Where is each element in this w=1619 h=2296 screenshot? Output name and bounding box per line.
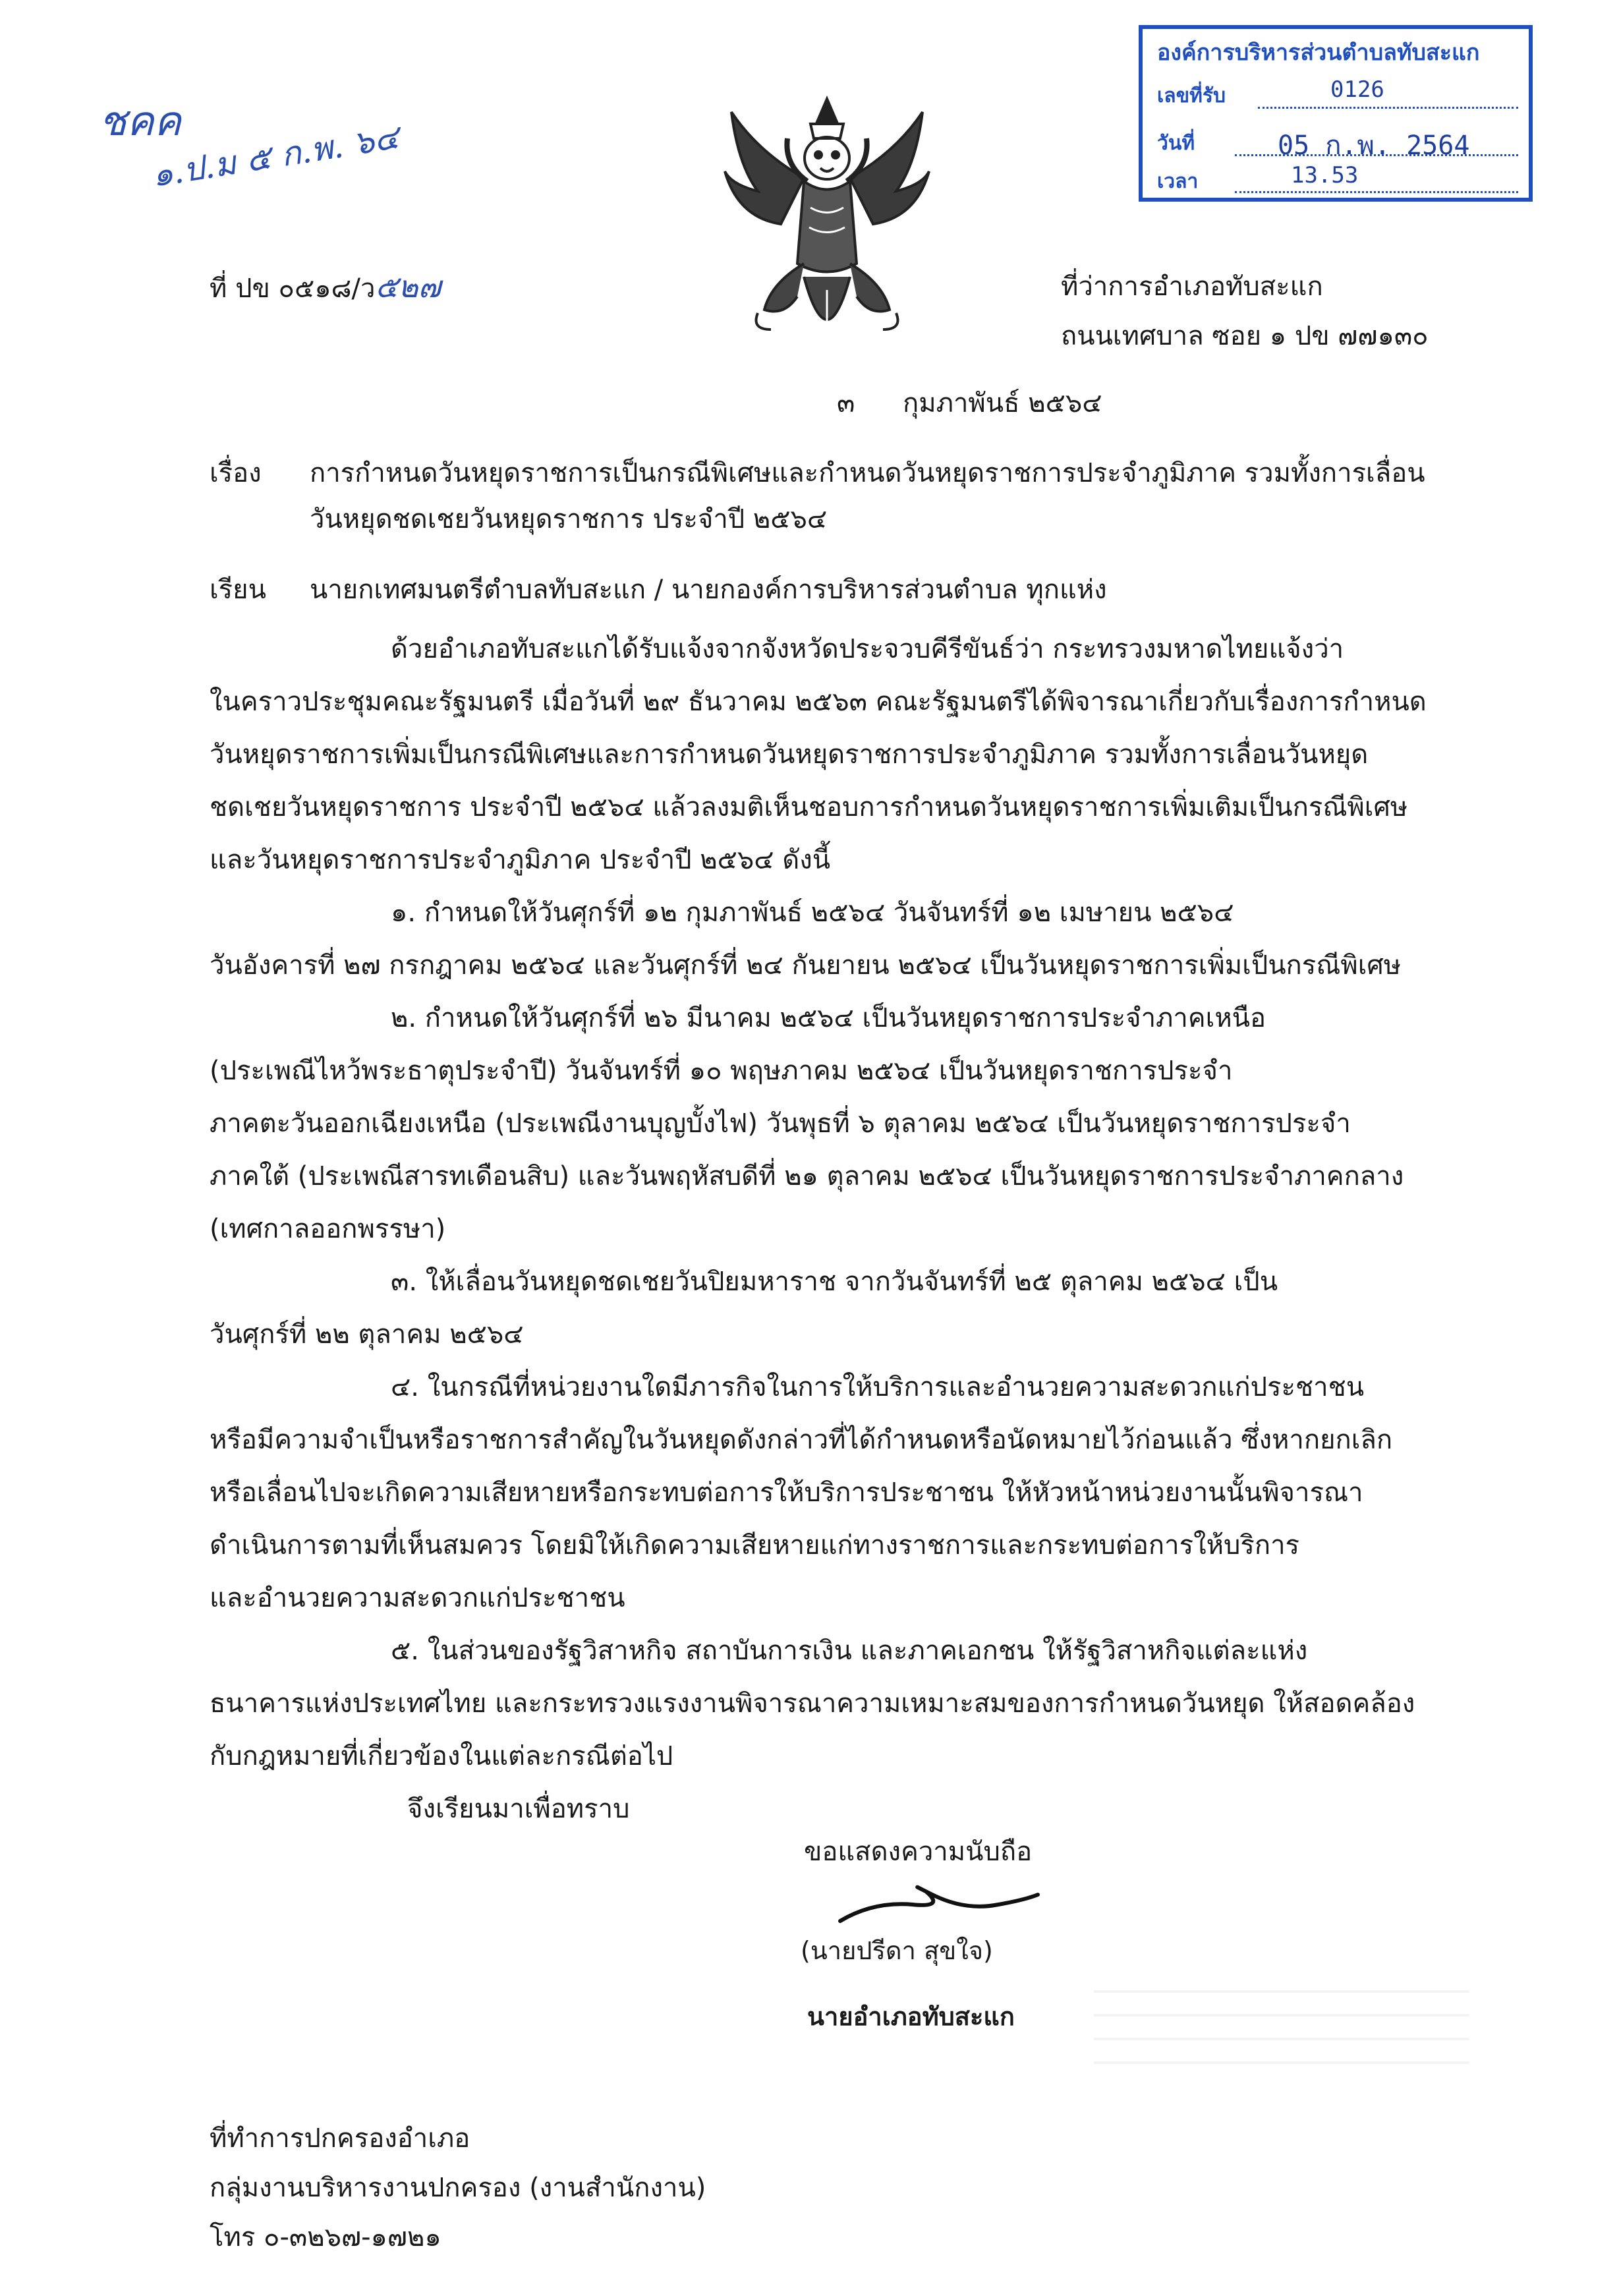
stamp-date-label: วันที่ bbox=[1157, 132, 1195, 155]
signature-scribble bbox=[834, 1875, 1044, 1934]
recipient-text: นายกเทศมนตรีตำบลทับสะแก / นายกองค์การบริหารส่วนตำบล ทุกแห่ง bbox=[310, 575, 1107, 605]
body-item4-line: ดำเนินการตามที่เห็นสมควร โดยมิให้เกิดความเสียหายแก่ทางราชการและกระทบต่อการให้บริการ bbox=[210, 1530, 1300, 1561]
body-item3-line: ๓. ให้เลื่อนวันหยุดชดเชยวันปิยมหาราช จากวันจันทร์ที่ ๒๕ ตุลาคม ๒๕๖๔ เป็น bbox=[391, 1267, 1278, 1297]
received-stamp bbox=[1139, 25, 1533, 202]
body-item4-line: และอำนวยความสะดวกแก่ประชาชน bbox=[210, 1583, 625, 1613]
body-item5-line: ๕. ในส่วนของรัฐวิสาหกิจ สถาบันการเงิน และภาคเอกชน ให้รัฐวิสาหกิจแต่ละแห่ง bbox=[391, 1636, 1308, 1666]
signatory-name: (นายปรีดา สุขใจ) bbox=[801, 1936, 993, 1965]
document-number bbox=[210, 267, 441, 308]
handwritten-note-date: ๑.ป.ม ๕ ก.พ. ๖๔ bbox=[149, 117, 402, 195]
body-item4-line: ๔. ในกรณีที่หน่วยงานใดมีภารกิจในการให้บริการและอำนวยความสะดวกแก่ประชาชน bbox=[391, 1372, 1365, 1402]
body-intro-line: และวันหยุดราชการประจำภูมิภาค ประจำปี ๒๕๖๔ ดังนี้ bbox=[210, 845, 831, 875]
letter-body bbox=[210, 623, 1462, 1835]
stamp-receive-no-label: เลขที่รับ bbox=[1157, 84, 1226, 107]
subject-line2: วันหยุดชดเชยวันหยุดราชการ ประจำปี ๒๕๖๔ bbox=[310, 504, 828, 534]
document-number-printed: ที่ ปข ๐๕๑๘/ว bbox=[210, 273, 376, 304]
stamp-date: 05 ก.พ. 2564 bbox=[1278, 130, 1470, 161]
subject-label: เรื่อง bbox=[210, 458, 262, 488]
document-number-handwritten: ๕๒๗ bbox=[375, 269, 441, 304]
body-item4-line: หรือมีความจำเป็นหรือราชการสำคัญในวันหยุดดังกล่าวที่ได้กำหนดหรือนัดหมายไว้ก่อนแล้ว ซึ่งหากยกเลิก bbox=[210, 1425, 1393, 1455]
body-item5-line: กับกฎหมายที่เกี่ยวข้องในแต่ละกรณีต่อไป bbox=[210, 1741, 673, 1771]
office-address-line2: ถนนเทศบาล ซอย ๑ ปข ๗๗๑๓๐ bbox=[1061, 321, 1429, 351]
body-item2-line: ๒. กำหนดให้วันศุกร์ที่ ๒๖ มีนาคม ๒๕๖๔ เป็นวันหยุดราชการประจำภาคเหนือ bbox=[391, 1003, 1266, 1033]
office-address-line1: ที่ว่าการอำเภอทับสะแก bbox=[1061, 272, 1323, 302]
body-item4-line: หรือเลื่อนไปจะเกิดความเสียหายหรือกระทบต่อการให้บริการประชาชน ให้หัวหน้าหน่วยงานนั้นพิจารณา bbox=[210, 1478, 1363, 1508]
body-item3-line: วันศุกร์ที่ ๒๒ ตุลาคม ๒๕๖๔ bbox=[210, 1319, 524, 1350]
footer-office: ที่ทำการปกครองอำเภอ bbox=[210, 2123, 470, 2154]
body-item2-line: ภาคใต้ (ประเพณีสารทเดือนสิบ) และวันพฤหัสบดีที่ ๒๑ ตุลาคม ๒๕๖๔ เป็นวันหยุดราชการประจำภาคกลาง bbox=[210, 1161, 1404, 1191]
signatory-position: นายอำเภอทับสะแก bbox=[807, 2002, 1015, 2031]
stamp-time-label: เวลา bbox=[1157, 170, 1199, 193]
body-item2-line: (เทศกาลออกพรรษา) bbox=[210, 1214, 446, 1244]
stamp-dotted-line bbox=[1235, 191, 1518, 193]
bleed-through-marks bbox=[1094, 1990, 1469, 2076]
body-intro-line: ในคราวประชุมคณะรัฐมนตรี เมื่อวันที่ ๒๙ ธันวาคม ๒๕๖๓ คณะรัฐมนตรีได้พิจารณาเกี่ยวกับเรื่องการกำหนด bbox=[210, 687, 1427, 717]
stamp-time: 13.53 bbox=[1291, 162, 1359, 188]
body-item1-line: ๑. กำหนดให้วันศุกร์ที่ ๑๒ กุมภาพันธ์ ๒๕๖๔ วันจันทร์ที่ ๑๒ เมษายน ๒๕๖๔ bbox=[391, 898, 1234, 928]
garuda-emblem-icon bbox=[718, 92, 936, 369]
body-closing: จึงเรียนมาเพื่อทราบ bbox=[407, 1794, 630, 1824]
recipient-label: เรียน bbox=[210, 575, 266, 605]
body-item5-line: ธนาคารแห่งประเทศไทย และกระทรวงแรงงานพิจารณาความเหมาะสมของการกำหนดวันหยุด ให้สอดคล้อง bbox=[210, 1688, 1415, 1719]
stamp-receive-no: 0126 bbox=[1330, 76, 1384, 103]
footer-phone: โทร ๐-๓๒๖๗-๑๗๒๑ bbox=[210, 2222, 441, 2253]
document-date-day: ๓ bbox=[837, 388, 855, 418]
handwritten-note-initials: ชคค bbox=[99, 97, 182, 145]
body-item2-line: (ประเพณีไหว้พระธาตุประจำปี) วันจันทร์ที่ ๑๐ พฤษภาคม ๒๕๖๔ เป็นวันหยุดราชการประจำ bbox=[210, 1056, 1233, 1086]
signature-salutation: ขอแสดงความนับถือ bbox=[804, 1837, 1033, 1867]
body-intro-line: ชดเชยวันหยุดราชการ ประจำปี ๒๕๖๔ แล้วลงมติเห็นชอบการกำหนดวันหยุดราชการเพิ่มเติมเป็นกรณีพิเศษ bbox=[210, 792, 1408, 822]
body-intro-line: ด้วยอำเภอทับสะแกได้รับแจ้งจากจังหวัดประจวบคีรีขันธ์ว่า กระทรวงมหาดไทยแจ้งว่า bbox=[391, 634, 1344, 664]
body-item2-line: ภาคตะวันออกเฉียงเหนือ (ประเพณีงานบุญบั้งไฟ) วันพุธที่ ๖ ตุลาคม ๒๕๖๔ เป็นวันหยุดราชการประจำ bbox=[210, 1108, 1351, 1139]
stamp-title: องค์การบริหารส่วนตำบลทับสะแก bbox=[1157, 40, 1480, 66]
subject-line1: การกำหนดวันหยุดราชการเป็นกรณีพิเศษและกำหนดวันหยุดราชการประจำภูมิภาค รวมทั้งการเลื่อน bbox=[310, 458, 1425, 488]
document-date: กุมภาพันธ์ ๒๕๖๔ bbox=[903, 388, 1102, 418]
footer-department: กลุ่มงานบริหารงานปกครอง (งานสำนักงาน) bbox=[210, 2173, 706, 2203]
body-intro-line: วันหยุดราชการเพิ่มเป็นกรณีพิเศษและการกำหนดวันหยุดราชการประจำภูมิภาค รวมทั้งการเลื่อนวันหยุด bbox=[210, 739, 1369, 770]
body-item1-line: วันอังคารที่ ๒๗ กรกฎาคม ๒๕๖๔ และวันศุกร์ที่ ๒๔ กันยายน ๒๕๖๔ เป็นวันหยุดราชการเพิ่มเป็นกรณีพิเศษ bbox=[210, 950, 1402, 981]
stamp-dotted-line bbox=[1258, 107, 1518, 109]
